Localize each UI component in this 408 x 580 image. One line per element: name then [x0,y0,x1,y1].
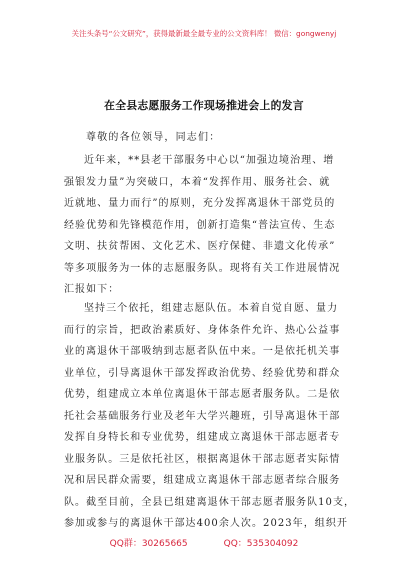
qq-label: QQ：535304092 [223,539,299,549]
text-line: 业单位，引导离退休干部发挥政治优势、经验优势和群众 [64,367,341,379]
text-line: 业的离退休干部吸纳到志愿者队伍中来。一是依托机关事 [64,346,341,357]
text-line: 坚持三个依托，组建志愿队伍。本着自觉自愿、量力 [84,303,339,314]
text-line: 强银发力量”为突破口，本着“发挥作用、服务社会、就 [64,176,331,188]
contact-footer [0,536,408,549]
text-line: 近就地、量力而行”的原则，充分发挥离退休干部党员的 [64,198,336,209]
text-line: 汇报如下： [64,284,120,295]
promo-banner: 关注头条号“公文研究”，获得最新最全最专业的公文资料库！ 微信：gongwenyj [71,29,337,38]
text-line: 参加或参与的离退休干部达400余人次。2023年，组织开 [64,518,348,529]
text-line: 发挥自身特长和专业优势，组建成立离退休干部志愿者专 [64,432,341,443]
text-line: 等多项服务为一体的志愿服务队。现将有关工作进展情况 [64,262,341,274]
paragraph-1 [64,150,364,301]
text-line: 近年来，**县老干部服务中心以“加强边境治理、增 [84,155,335,166]
text-line: 队。截至目前，全县已组建离退休干部志愿者服务队10支， [64,496,356,508]
text-line: 而行的宗旨，把政治素质好、身体条件允许、热心公益事 [64,324,341,336]
text-line: 文明、扶贫帮困、文化艺术、医疗保健、非遗文化传承” [64,241,336,252]
salutation: 尊敬的各位领导，同志们： [86,132,221,143]
text-line: 况和居民群众需要，组建成立离退休干部志愿者综合服务 [64,475,341,486]
text-line: 优势，组建成立本单位离退休干部志愿者服务队。二是依 [64,389,341,400]
qq-group-label: QQ群：30265665 [109,539,188,549]
paragraph-2 [64,298,364,535]
text-line: 经验优势和先锋模范作用，创新打造集“普法宣传、生态 [64,219,336,231]
text-line: 托社会基础服务行业及老年大学兴趣班，引导离退休干部 [64,410,341,422]
document-title: 在全县志愿服务工作现场推进会上的发言 [104,99,304,112]
text-line: 业服务队。三是依托社区，根据离退休干部志愿者实际情 [64,453,341,465]
